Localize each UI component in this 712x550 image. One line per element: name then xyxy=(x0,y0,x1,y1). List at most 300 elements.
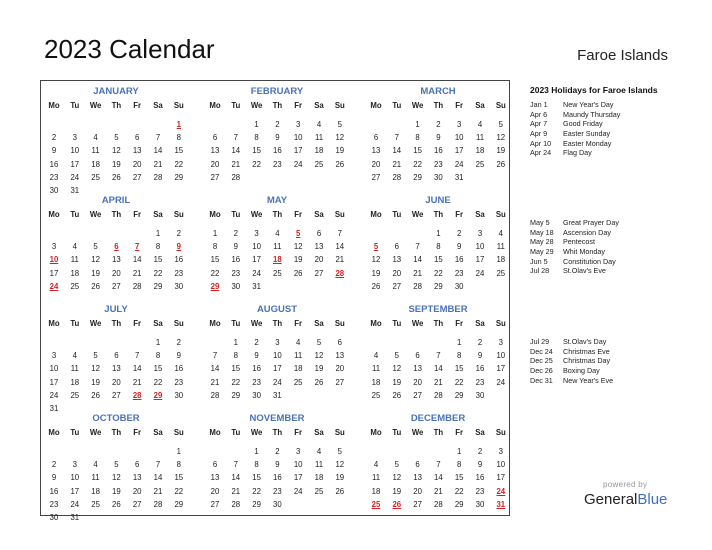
day-cell: 18 xyxy=(496,255,506,265)
day-cell: 28 xyxy=(132,281,142,291)
day-cell: 25 xyxy=(70,281,80,291)
day-cell: 5 xyxy=(93,242,98,252)
day-cell: 28 xyxy=(231,172,241,182)
day-cell: 31 xyxy=(70,513,80,522)
holiday-date: Dec 31 xyxy=(530,375,553,385)
weekday-header: Tu xyxy=(392,428,402,437)
day-cell: 21 xyxy=(434,377,443,387)
day-cell: 19 xyxy=(91,377,100,387)
holiday-day-cell: 29 xyxy=(210,281,220,291)
holiday-name: Pentecost xyxy=(563,237,595,247)
holiday-day-cell: 28 xyxy=(132,390,142,400)
day-cell: 27 xyxy=(132,172,142,182)
day-cell: 9 xyxy=(436,133,441,143)
weekday-header: Sa xyxy=(475,210,485,219)
day-cell: 2 xyxy=(233,229,238,238)
holiday-date: Jul 29 xyxy=(530,337,550,346)
holiday-name: Easter Monday xyxy=(563,138,612,148)
day-cell: 23 xyxy=(174,377,184,387)
day-cell: 26 xyxy=(392,390,402,400)
month-february xyxy=(202,81,352,189)
day-cell: 3 xyxy=(72,133,77,143)
weekday-header: Sa xyxy=(314,101,324,110)
day-cell: 24 xyxy=(454,159,464,169)
weekday-header: Sa xyxy=(475,101,485,110)
day-cell: 11 xyxy=(371,473,381,483)
month-november xyxy=(202,408,352,516)
day-cell: 2 xyxy=(176,229,181,238)
weekday-header: Tu xyxy=(231,101,241,110)
weekday-header: We xyxy=(89,319,102,328)
day-cell: 11 xyxy=(70,364,79,374)
day-cell: 26 xyxy=(293,268,303,278)
holiday-date: Apr 24 xyxy=(530,148,552,158)
day-cell: 13 xyxy=(392,255,402,265)
weekday-header: Fr xyxy=(455,101,464,110)
holiday-day-cell: 26 xyxy=(392,499,402,509)
day-cell: 27 xyxy=(335,377,345,387)
weekday-header: Tu xyxy=(392,319,402,328)
day-cell: 19 xyxy=(335,473,345,483)
month-name: APRIL xyxy=(101,195,131,206)
day-cell: 6 xyxy=(415,460,420,470)
day-cell: 27 xyxy=(413,499,422,509)
weekday-header: We xyxy=(411,319,424,328)
day-cell: 27 xyxy=(413,390,422,400)
holiday-day-cell: 28 xyxy=(335,268,345,278)
day-cell: 1 xyxy=(436,229,441,238)
day-cell: 28 xyxy=(210,390,220,400)
day-cell: 29 xyxy=(231,390,241,400)
day-cell: 5 xyxy=(316,338,322,347)
day-cell: 14 xyxy=(413,255,422,265)
weekday-header: Fr xyxy=(133,428,142,437)
day-cell: 20 xyxy=(210,159,220,169)
day-cell: 13 xyxy=(132,473,142,483)
day-cell: 4 xyxy=(296,338,301,347)
day-cell: 10 xyxy=(252,242,261,252)
day-cell: 8 xyxy=(176,460,181,470)
day-cell: 18 xyxy=(371,486,381,496)
weekday-header: Su xyxy=(334,210,345,219)
day-cell: 31 xyxy=(252,281,261,291)
day-cell: 11 xyxy=(314,460,324,470)
day-cell: 25 xyxy=(371,390,381,400)
day-cell: 4 xyxy=(477,120,483,129)
weekday-header: We xyxy=(89,428,102,437)
weekday-header: We xyxy=(250,210,263,219)
day-cell: 19 xyxy=(314,364,324,374)
day-cell: 8 xyxy=(254,460,259,470)
month-name: SEPTEMBER xyxy=(408,304,468,315)
day-cell: 17 xyxy=(454,146,464,156)
weekday-header: We xyxy=(89,101,102,110)
day-cell: 22 xyxy=(174,486,184,496)
day-cell: 27 xyxy=(371,172,381,182)
month-june xyxy=(363,190,513,298)
holiday-day-cell: 24 xyxy=(49,281,59,291)
day-cell: 19 xyxy=(91,268,100,278)
day-cell: 3 xyxy=(275,338,280,347)
weekday-header: Tu xyxy=(70,428,80,437)
day-cell: 31 xyxy=(70,186,80,195)
weekday-header: Th xyxy=(272,210,283,219)
weekday-header: Th xyxy=(111,101,122,110)
weekday-header: Th xyxy=(111,428,122,437)
day-cell: 18 xyxy=(314,473,324,483)
day-cell: 6 xyxy=(394,242,399,252)
day-cell: 27 xyxy=(210,499,220,509)
day-cell: 15 xyxy=(434,255,443,265)
holiday-name: Whit Monday xyxy=(563,247,605,257)
weekday-header: Su xyxy=(173,428,184,437)
day-cell: 14 xyxy=(153,473,163,483)
day-cell: 18 xyxy=(314,146,324,156)
day-cell: 5 xyxy=(394,460,399,470)
day-cell: 23 xyxy=(252,377,261,387)
day-cell: 5 xyxy=(93,351,98,361)
holiday-name: New Year's Day xyxy=(563,100,614,109)
month-august xyxy=(202,299,352,407)
weekday-header: Fr xyxy=(294,210,303,219)
weekday-header: Mo xyxy=(370,210,382,219)
day-cell: 6 xyxy=(373,133,379,143)
weekday-header: Tu xyxy=(70,210,80,219)
holiday-date: May 28 xyxy=(530,237,554,247)
day-cell: 16 xyxy=(231,255,241,265)
day-cell: 18 xyxy=(70,268,80,278)
day-cell: 11 xyxy=(371,364,381,374)
day-cell: 7 xyxy=(394,133,399,143)
day-cell: 25 xyxy=(91,499,100,509)
weekday-header: Th xyxy=(433,101,444,110)
day-cell: 12 xyxy=(112,146,121,156)
holiday-date: Dec 26 xyxy=(530,366,553,376)
weekday-header: Fr xyxy=(294,319,303,328)
day-cell: 9 xyxy=(51,473,57,483)
day-cell: 23 xyxy=(454,268,464,278)
day-cell: 17 xyxy=(496,364,506,374)
day-cell: 30 xyxy=(174,390,184,400)
day-cell: 25 xyxy=(70,390,80,400)
month-name: MAY xyxy=(266,195,288,206)
day-cell: 15 xyxy=(252,146,261,156)
day-cell: 20 xyxy=(413,486,422,496)
holiday-day-cell: 5 xyxy=(373,242,379,252)
holiday-name: Ascension Day xyxy=(563,227,611,237)
day-cell: 1 xyxy=(254,447,259,456)
day-cell: 20 xyxy=(371,159,381,169)
day-cell: 4 xyxy=(373,460,379,470)
day-cell: 5 xyxy=(337,120,342,129)
day-cell: 13 xyxy=(413,473,422,483)
day-cell: 22 xyxy=(153,377,163,387)
day-cell: 23 xyxy=(434,159,443,169)
weekday-header: Mo xyxy=(209,319,221,328)
day-cell: 15 xyxy=(153,364,163,374)
day-cell: 24 xyxy=(496,377,506,387)
weekday-header: Sa xyxy=(475,319,485,328)
weekday-header: Sa xyxy=(153,319,163,328)
day-cell: 17 xyxy=(252,255,261,265)
month-april xyxy=(41,190,191,298)
day-cell: 26 xyxy=(112,499,121,509)
day-cell: 30 xyxy=(475,499,485,509)
weekday-header: Fr xyxy=(294,101,303,110)
month-name: JULY xyxy=(104,304,128,315)
day-cell: 12 xyxy=(314,351,324,361)
day-cell: 6 xyxy=(415,351,420,361)
day-cell: 13 xyxy=(132,146,142,156)
day-cell: 14 xyxy=(153,146,163,156)
weekday-header: Su xyxy=(334,319,345,328)
day-cell: 14 xyxy=(231,473,241,483)
day-cell: 16 xyxy=(273,146,282,156)
day-cell: 23 xyxy=(231,268,241,278)
day-cell: 16 xyxy=(434,146,443,156)
weekday-header: Tu xyxy=(231,210,241,219)
weekday-header: We xyxy=(411,210,424,219)
day-cell: 8 xyxy=(254,133,259,143)
weekday-header: Tu xyxy=(70,101,80,110)
holiday-name: Flag Day xyxy=(563,148,592,158)
day-cell: 9 xyxy=(51,146,57,156)
day-cell: 14 xyxy=(231,146,241,156)
day-cell: 21 xyxy=(392,159,402,169)
weekday-header: Fr xyxy=(455,428,464,437)
day-cell: 12 xyxy=(91,364,100,374)
month-name: JUNE xyxy=(425,195,451,206)
country-name: Faroe Islands xyxy=(577,47,668,64)
weekday-header: Fr xyxy=(133,210,142,219)
day-cell: 7 xyxy=(155,133,161,143)
day-cell: 4 xyxy=(72,351,77,361)
day-cell: 20 xyxy=(112,377,121,387)
day-cell: 24 xyxy=(49,390,59,400)
day-cell: 19 xyxy=(112,486,121,496)
weekday-header: Fr xyxy=(133,101,142,110)
day-cell: 16 xyxy=(174,364,184,374)
day-cell: 21 xyxy=(231,159,241,169)
weekday-header: Sa xyxy=(314,319,324,328)
day-cell: 26 xyxy=(314,377,324,387)
day-cell: 13 xyxy=(112,255,121,265)
day-cell: 31 xyxy=(454,172,464,182)
day-cell: 7 xyxy=(436,351,441,361)
day-cell: 6 xyxy=(135,133,140,143)
day-cell: 8 xyxy=(212,242,218,252)
day-cell: 18 xyxy=(70,377,80,387)
weekday-header: Tu xyxy=(392,101,402,110)
day-cell: 10 xyxy=(496,460,506,470)
day-cell: 12 xyxy=(392,473,402,483)
weekday-header: Sa xyxy=(153,210,163,219)
brand-blue: Blue xyxy=(637,491,668,508)
weekday-header: Th xyxy=(111,319,122,328)
weekday-header: We xyxy=(89,210,102,219)
weekday-header: Su xyxy=(334,428,345,437)
day-cell: 4 xyxy=(72,242,77,252)
day-cell: 30 xyxy=(475,390,485,400)
month-name: MARCH xyxy=(420,86,456,97)
day-cell: 5 xyxy=(394,351,399,361)
holiday-name: Maundy Thursday xyxy=(563,109,621,119)
day-cell: 17 xyxy=(49,268,59,278)
day-cell: 27 xyxy=(112,390,121,400)
day-cell: 25 xyxy=(475,159,485,169)
day-cell: 10 xyxy=(293,133,303,143)
weekday-header: Fr xyxy=(455,210,464,219)
day-cell: 24 xyxy=(70,172,80,182)
day-cell: 14 xyxy=(434,473,443,483)
day-cell: 24 xyxy=(273,377,282,387)
day-cell: 15 xyxy=(231,364,241,374)
day-cell: 23 xyxy=(49,499,59,509)
day-cell: 3 xyxy=(477,229,483,238)
day-cell: 23 xyxy=(49,172,59,182)
day-cell: 1 xyxy=(415,120,420,129)
day-cell: 8 xyxy=(457,351,462,361)
day-cell: 22 xyxy=(174,159,184,169)
day-cell: 4 xyxy=(316,447,322,456)
day-cell: 29 xyxy=(252,499,261,509)
holiday-date: Dec 24 xyxy=(530,346,553,356)
month-may xyxy=(202,190,352,298)
weekday-header: Sa xyxy=(475,428,485,437)
weekday-header: Mo xyxy=(370,319,382,328)
day-cell: 29 xyxy=(174,499,184,509)
day-cell: 22 xyxy=(210,268,220,278)
holiday-date: Apr 10 xyxy=(530,138,552,148)
day-cell: 17 xyxy=(273,364,282,374)
day-cell: 29 xyxy=(153,281,163,291)
weekday-header: Fr xyxy=(455,319,464,328)
day-cell: 2 xyxy=(254,338,259,347)
weekday-header: Fr xyxy=(133,319,142,328)
day-cell: 2 xyxy=(477,338,483,347)
day-cell: 30 xyxy=(49,186,59,195)
day-cell: 2 xyxy=(176,338,181,347)
day-cell: 2 xyxy=(275,120,280,129)
day-cell: 8 xyxy=(155,242,161,252)
day-cell: 23 xyxy=(475,377,485,387)
day-cell: 9 xyxy=(477,351,483,361)
day-cell: 7 xyxy=(436,460,441,470)
day-cell: 19 xyxy=(392,486,402,496)
day-cell: 19 xyxy=(335,146,345,156)
month-january xyxy=(41,81,191,195)
weekday-header: Su xyxy=(495,428,506,437)
day-cell: 4 xyxy=(498,229,503,238)
day-cell: 2 xyxy=(51,460,57,470)
day-cell: 8 xyxy=(436,242,441,252)
holiday-name: Christmas Day xyxy=(563,356,611,366)
weekday-header: We xyxy=(250,319,263,328)
day-cell: 14 xyxy=(132,255,142,265)
day-cell: 10 xyxy=(70,146,80,156)
day-cell: 15 xyxy=(252,473,261,483)
day-cell: 21 xyxy=(231,486,241,496)
day-cell: 11 xyxy=(294,351,303,361)
holiday-day-cell: 31 xyxy=(496,499,506,509)
day-cell: 3 xyxy=(296,120,301,129)
weekday-header: Th xyxy=(272,428,283,437)
weekday-header: Sa xyxy=(314,428,324,437)
holiday-day-cell: 5 xyxy=(296,229,301,238)
weekday-header: Mo xyxy=(209,428,221,437)
day-cell: 19 xyxy=(371,268,381,278)
day-cell: 16 xyxy=(174,255,184,265)
day-cell: 16 xyxy=(273,473,282,483)
holiday-day-cell: 18 xyxy=(273,255,282,265)
day-cell: 26 xyxy=(335,159,345,169)
day-cell: 4 xyxy=(316,120,322,129)
day-cell: 18 xyxy=(371,377,381,387)
weekday-header: Mo xyxy=(48,428,60,437)
day-cell: 3 xyxy=(51,242,57,252)
weekday-header: Sa xyxy=(153,101,163,110)
holiday-name: Great Prayer Day xyxy=(563,218,619,227)
day-cell: 23 xyxy=(174,268,184,278)
day-cell: 1 xyxy=(155,229,161,238)
day-cell: 21 xyxy=(153,159,163,169)
day-cell: 11 xyxy=(91,146,100,156)
day-cell: 25 xyxy=(293,377,303,387)
day-cell: 22 xyxy=(153,268,163,278)
day-cell: 24 xyxy=(293,486,303,496)
weekday-header: Su xyxy=(173,319,184,328)
day-cell: 29 xyxy=(174,172,184,182)
holiday-name: St.Olav's Eve xyxy=(563,266,606,276)
day-cell: 22 xyxy=(413,159,422,169)
day-cell: 28 xyxy=(153,499,163,509)
day-cell: 11 xyxy=(273,242,282,252)
day-cell: 29 xyxy=(413,172,422,182)
day-cell: 25 xyxy=(314,486,324,496)
day-cell: 21 xyxy=(153,486,163,496)
page-title: 2023 Calendar xyxy=(44,34,215,64)
day-cell: 9 xyxy=(233,242,238,252)
day-cell: 17 xyxy=(293,473,303,483)
month-name: JANUARY xyxy=(93,86,139,97)
day-cell: 17 xyxy=(49,377,59,387)
day-cell: 26 xyxy=(496,159,506,169)
day-cell: 17 xyxy=(70,486,80,496)
month-september xyxy=(363,299,513,407)
holiday-date: Jan 1 xyxy=(530,100,548,109)
holiday-date: Apr 7 xyxy=(530,119,548,129)
day-cell: 1 xyxy=(176,447,181,456)
day-cell: 9 xyxy=(254,351,259,361)
day-cell: 20 xyxy=(132,159,142,169)
day-cell: 5 xyxy=(114,460,119,470)
day-cell: 24 xyxy=(293,159,303,169)
day-cell: 8 xyxy=(176,133,181,143)
day-cell: 12 xyxy=(335,460,345,470)
day-cell: 16 xyxy=(475,473,485,483)
day-cell: 18 xyxy=(91,486,100,496)
day-cell: 13 xyxy=(413,364,422,374)
day-cell: 9 xyxy=(457,242,462,252)
day-cell: 3 xyxy=(296,447,301,456)
weekday-header: Mo xyxy=(48,101,60,110)
month-name: OCTOBER xyxy=(92,413,140,424)
generalblue-logo[interactable] xyxy=(584,491,667,508)
weekday-header: Tu xyxy=(70,319,80,328)
day-cell: 2 xyxy=(275,447,280,456)
holiday-name: Constitution Day xyxy=(563,256,616,266)
day-cell: 21 xyxy=(132,377,142,387)
